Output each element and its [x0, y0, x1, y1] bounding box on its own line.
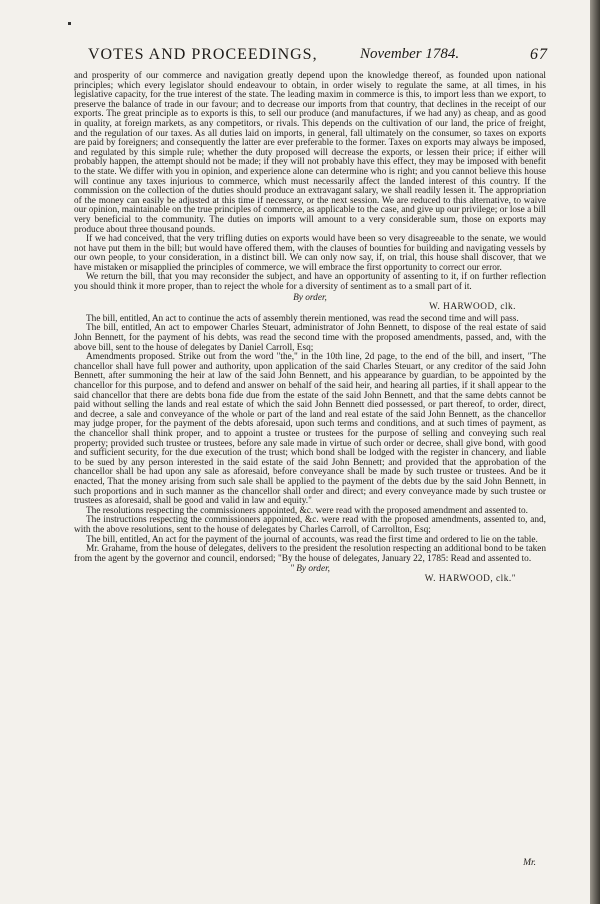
- paragraph: and prosperity of our commerce and navigation greatly depend upon the knowledge thereof, as founded upon national principles; which every legislator should endeavour to obtain, in order wisely to regulate the same, at all times, in his legislative capacity, for the true interest of the state. The leading maxim in commerce is this, to import less than we export, to preserve the balance of trade in our favour; and to decrease our imports from that country, that declines in the receipt of our exports. The great principle as to exports is this, to sell our produce (and manufactures, if we had any) as cheap, and as good in quality, at foreign markets, as any competitors, or rivals. This depends on the cultivation of our land, the price of freight, and the regulation of our taxes. As all duties laid on imports, in general, fall ultimately on the consumer, so taxes on exports are paid by foreigners; and consequently the latter are ever preferable to the former. Taxes on exports may always be imposed, and regulated by this simple rule; whether the duty proposed will decrease the exports, or lessen their price; if either will probably happen, the attempt should not be made; if they will not probably have this effect, they may be imposed with benefit to the state. We differ with you in opinion, and experience alone can determine who is right; and you cannot believe this house will continue any taxes injurious to commerce, which must necessarily affect the landed interest of this country. If the commission on the collection of the duties should produce an extravagant salary, we shall readily lessen it. The appropriation of the money can easily be adjusted at this time if necessary, or the next session. We are reduced to this alternative, to waive our opinion, maintainable on the true principles of commerce, as applicable to the case, and give up our privilege; or lose a bill very beneficial to the community. The duties on imports will amount to a very considerable sum, those on exports may produce about three thousand pounds.: [74, 71, 546, 235]
- by-order-line: " By order,: [290, 564, 330, 575]
- clerk-signature: W. HARWOOD, clk.": [424, 573, 516, 584]
- clerk-signature: W. HARWOOD, clk.: [429, 302, 516, 313]
- paragraph: We return the bill, that you may reconsider the subject, and have an opportunity of assenting to it, if on further reflection you should think it more proper, than to reject the whole for a diversity of sentiment as to a small part of it.: [74, 272, 546, 293]
- by-order-line: By order,: [293, 292, 327, 303]
- print-mark: [68, 22, 71, 25]
- catchword: Mr.: [523, 858, 536, 868]
- page-number: 67: [530, 46, 548, 63]
- paragraph: The instructions respecting the commissioners appointed, &c. were read with the proposed amendments, assented to, and, with the above resolutions, sent to the house of delegates by Charles Carroll, of Carrollton, Esq;: [74, 515, 546, 535]
- paragraph: The bill, entitled, An act for the payment of the journal of accounts, was read the first time and ordered to lie on the table.: [86, 534, 538, 545]
- paragraph: The bill, entitled, An act to continue the acts of assembly therein mentioned, was read the second time and will pass.: [86, 313, 519, 324]
- page-header: [60, 46, 548, 68]
- header-date: November 1784.: [360, 46, 460, 62]
- paragraph: The resolutions respecting the commissioners appointed, &c. were read with the proposed amendment and assented to.: [86, 505, 528, 516]
- paragraph: The bill, entitled, An act to empower Charles Steuart, administrator of John Bennett, to dispose of the real estate of said John Bennett, for the payment of his debts, was read the second time with the proposed amendments, passed, and, with the above bill, sent to the house of delegates by Daniel Carroll, Esq;: [74, 323, 546, 353]
- body-text: [74, 72, 546, 586]
- paragraph: Mr. Grahame, from the house of delegates, delivers to the president the resolution respecting an additional bond to be taken from the agent by the governor and council, endorsed; "By the house of delegates, January 22, 1785: Read and assented to.: [74, 544, 546, 564]
- paragraph: Amendments proposed. Strike out from the word "the," in the 10th line, 2d page, to the end of the bill, and insert, "The chancellor shall have full power and authority, upon application of the said Charles Steuart, or any creditor of the said John Bennett, after summoning the heir at law of the said John Bennett, and his appearance by guardian, to be appointed by the chancellor for this purpose, and to defend and answer on behalf of the said heir, and hearing all parties, if it shall appear to the said chancellor that there are debts bona fide due from the estate of the said John Bennett, and that the same debts cannot be paid without selling the lands and real estate of which the said John Bennett died possessed, or part thereof, to order, direct, and decree, a sale and conveyance of the whole or part of the land and real estate of the said John Bennett, as the chancellor may judge proper, for the payment of the debts aforesaid, upon such terms and conditions, and at such times of payment, as the chancellor shall think proper, and to appoint a trustee or trustees for the purpose of selling and conveying such real property; provided such trustee or trustees, before any sale made in virtue of such order or decree, shall give bond, with good and sufficient security, for the due execution of the trust; which bond shall be lodged with the register in chancery, and liable to be sued by any person interested in the said estate of the said John Bennett; and provided that the approbation of the chancellor shall be had upon any sale as aforesaid, before conveyance shall be made by such trustee or trustees. And be it enacted, That the money arising from such sale shall be applied to the payment of the debts due by the said John Bennett, in such proportions and in such manner as the chancellor shall order and direct; and every conveyance made by such trustee or trustees as aforesaid, shall be good and valid in law and equity.": [74, 352, 546, 507]
- header-title: VOTES AND PROCEEDINGS,: [88, 46, 318, 63]
- page-edge-shadow: [590, 0, 600, 904]
- paragraph: If we had conceived, that the very trifling duties on exports would have been so very disagreeable to the senate, we would not have put them in the bill; but would have offered them, with the clauses of bounties for building and navigating vessels by our own people, to your consideration, in a distinct bill. We can only now say, if, on trial, this house shall discover, that we have mistaken or misapplied the principles of commerce, we will embrace the first opportunity to correct our error.: [74, 234, 546, 273]
